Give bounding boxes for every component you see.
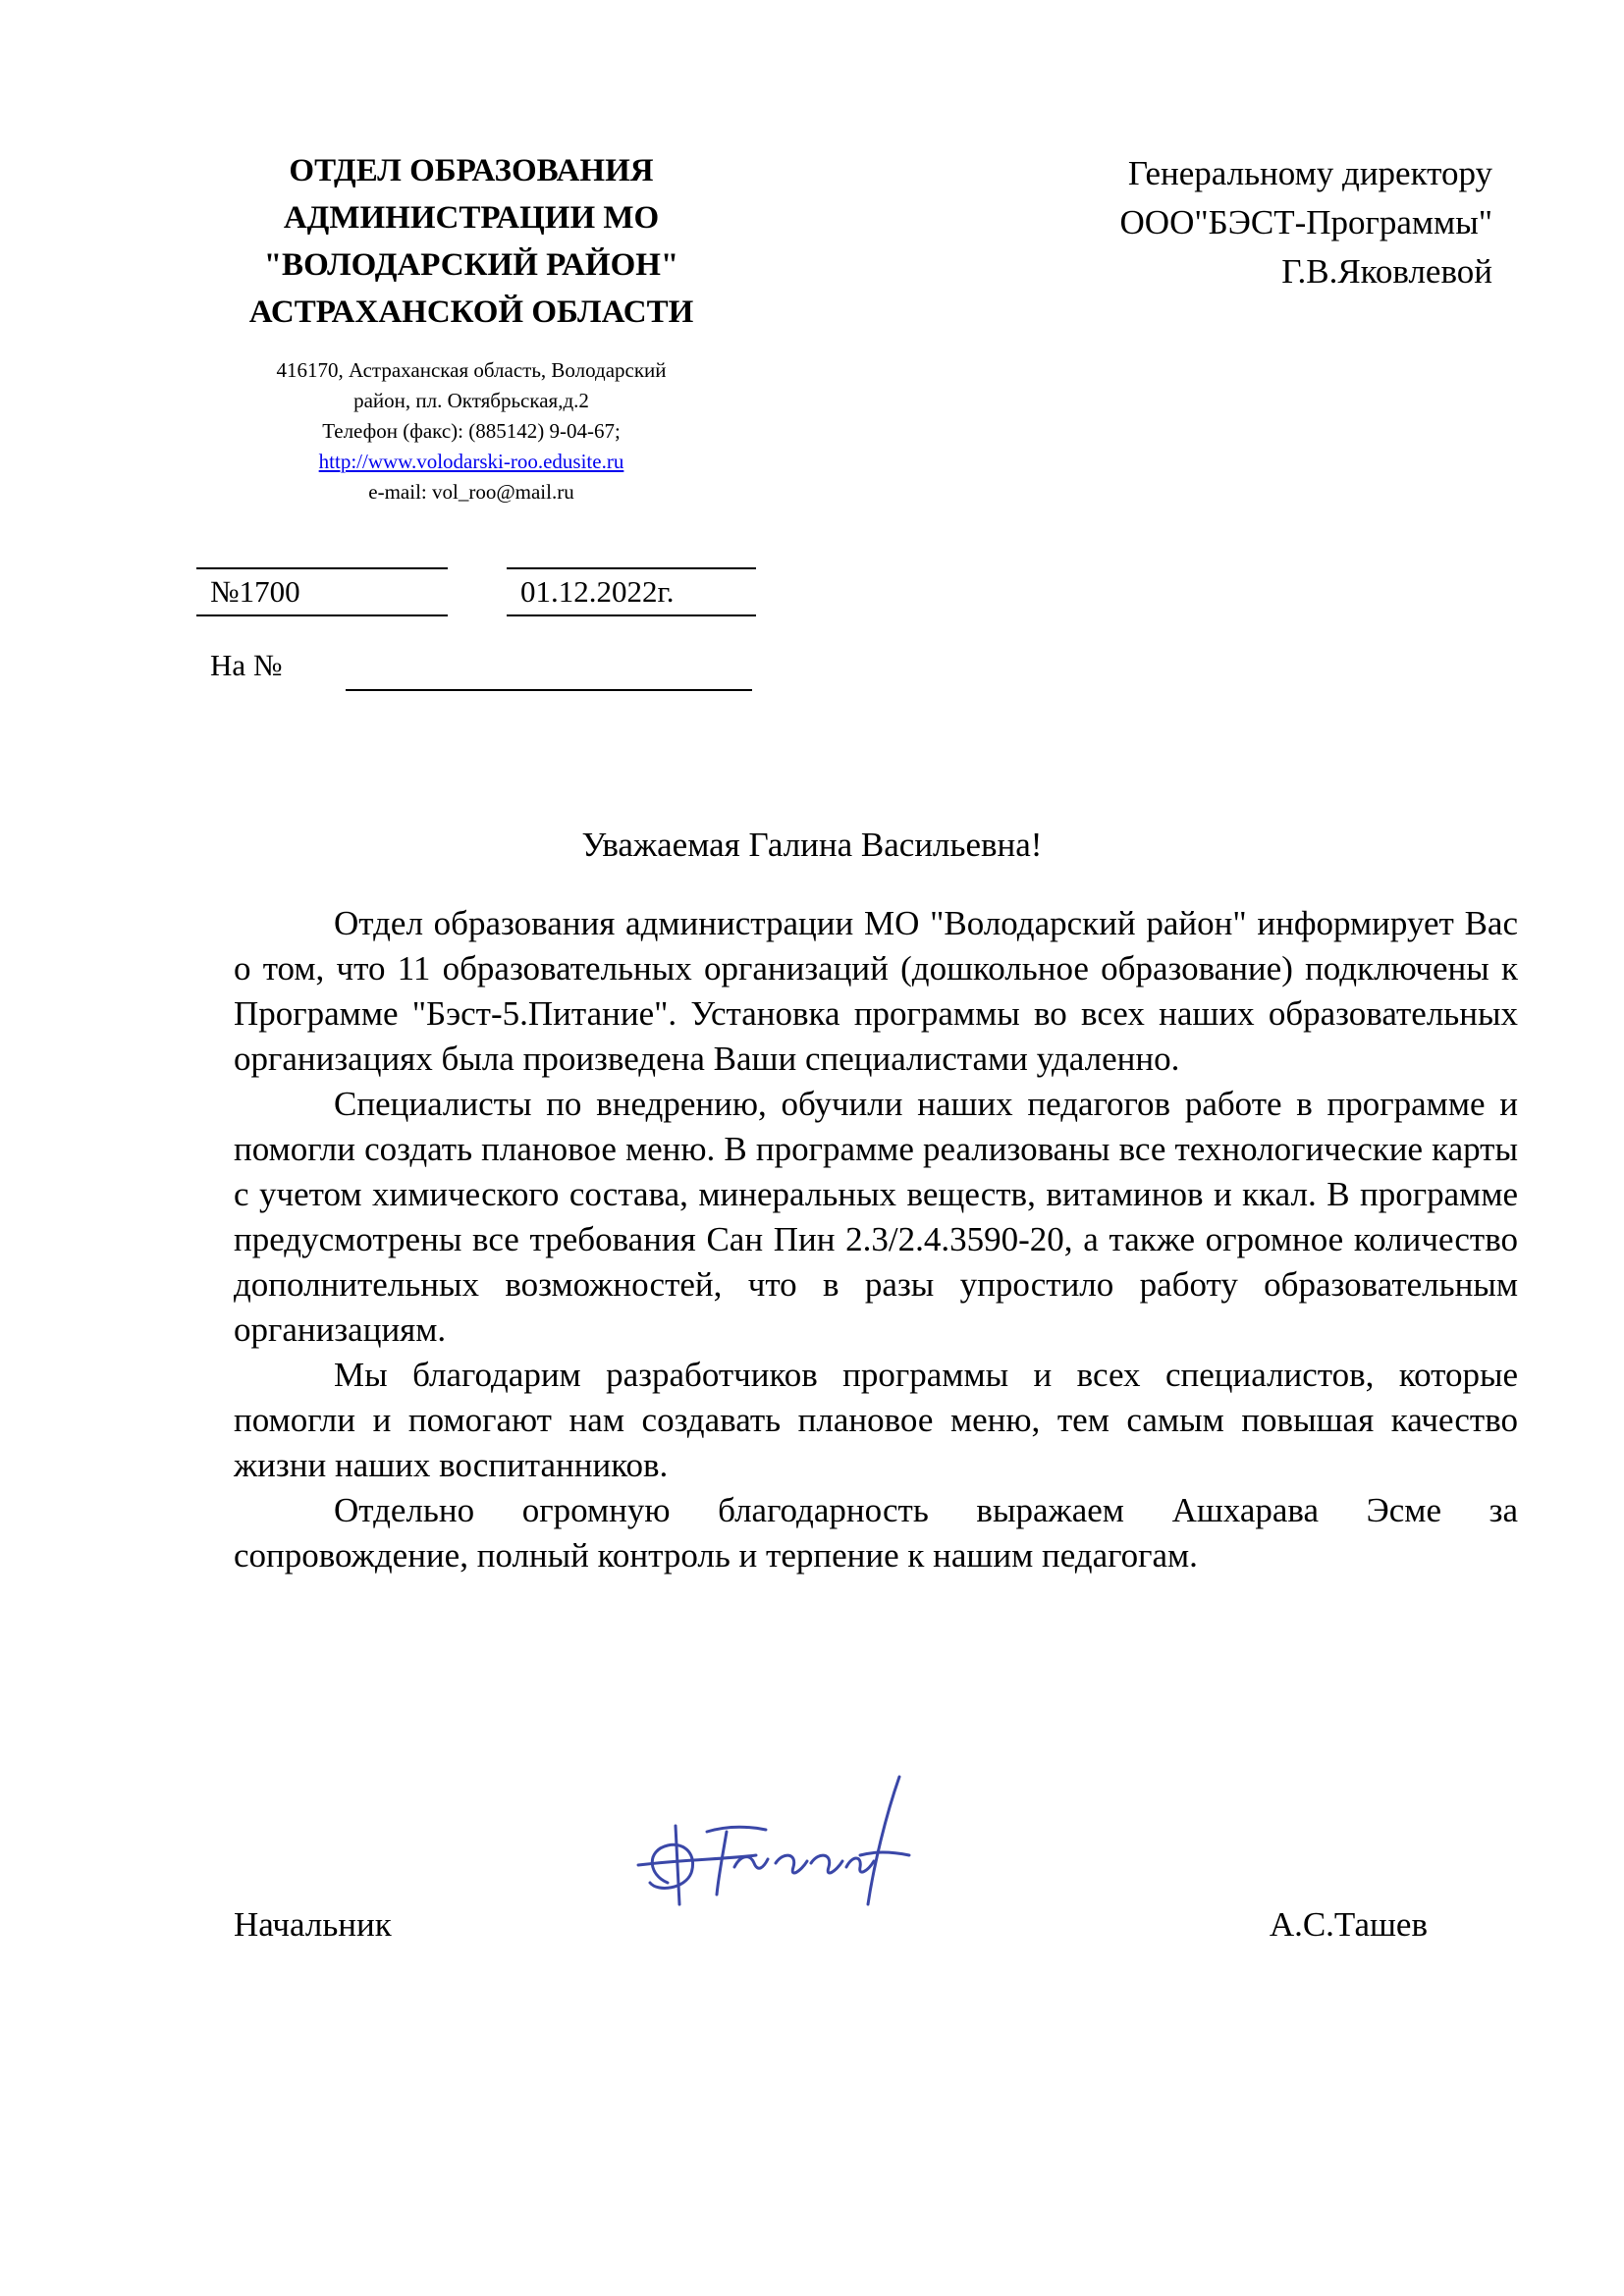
number-bottom-line	[196, 614, 448, 616]
recipient-company: ООО"БЭСТ-Программы"	[1119, 203, 1492, 241]
paragraph-4: Отдельно огромную благодарность выражаем Ашхарава Эсме за сопровождение, полный контроль и терпение к нашим педагогам.	[234, 1491, 1518, 1575]
outgoing-date: 01.12.2022г.	[520, 574, 675, 609]
recipient-block	[1120, 149, 1492, 296]
letter-body	[234, 901, 1518, 1578]
number-top-line	[196, 567, 448, 569]
org-name-line-2: АДМИНИСТРАЦИИ МО	[283, 200, 660, 236]
recipient-name: Г.В.Яковлевой	[1281, 252, 1492, 291]
org-name-line-1: ОТДЕЛ ОБРАЗОВАНИЯ	[289, 153, 654, 188]
website-link[interactable]: http://www.volodarski-roo.edusite.ru	[318, 450, 624, 473]
org-contacts	[167, 355, 776, 507]
email-line: e-mail: vol_roo@mail.ru	[368, 480, 574, 504]
letterhead	[167, 147, 776, 507]
handwritten-signature	[628, 1757, 923, 1914]
paragraph-1: Отдел образования администрации МО "Володарский район" информирует Вас о том, что 11 образовательных организаций (дошкольное образование) подключены к Программе "Бэст-5.Питание". Установка программы во всех наших образовательных организациях была произведена Ваши специалистами удаленно.	[234, 904, 1518, 1078]
org-name-line-4: АСТРАХАНСКОЙ ОБЛАСТИ	[248, 294, 694, 330]
date-top-line	[507, 567, 756, 569]
reply-number-label: На №	[210, 648, 283, 682]
address-line-2: район, пл. Октябрьская,д.2	[353, 389, 589, 412]
reply-number-line	[346, 689, 752, 691]
salutation: Уважаемая Галина Васильевна!	[581, 826, 1043, 864]
paragraph-3: Мы благодарим разработчиков программы и всех специалистов, которые помогли и помогают нам создавать плановое меню, тем самым повышая качество жизни наших воспитанников.	[234, 1356, 1518, 1484]
address-line-1: 416170, Астраханская область, Володарский	[276, 358, 667, 382]
outgoing-number: №1700	[210, 574, 300, 609]
recipient-position: Генеральному директору	[1127, 154, 1492, 192]
signatory-title: Начальник	[234, 1905, 392, 1944]
paragraph-2: Специалисты по внедрению, обучили наших педагогов работе в программе и помогли создать плановое меню. В программе реализованы все технологические карты с учетом химического состава, минеральных веществ, витаминов и ккал. В программе предусмотрены все требования Сан Пин 2.3/2.4.3590-20, а также огромное количество дополнительных возможностей, что в разы упростило работу образовательным организациям.	[234, 1085, 1518, 1349]
org-name-line-3: "ВОЛОДАРСКИЙ РАЙОН"	[263, 247, 679, 283]
signatory-name: А.С.Ташев	[1269, 1905, 1428, 1944]
phone-line: Телефон (факс): (885142) 9-04-67;	[322, 419, 621, 443]
date-bottom-line	[507, 614, 756, 616]
